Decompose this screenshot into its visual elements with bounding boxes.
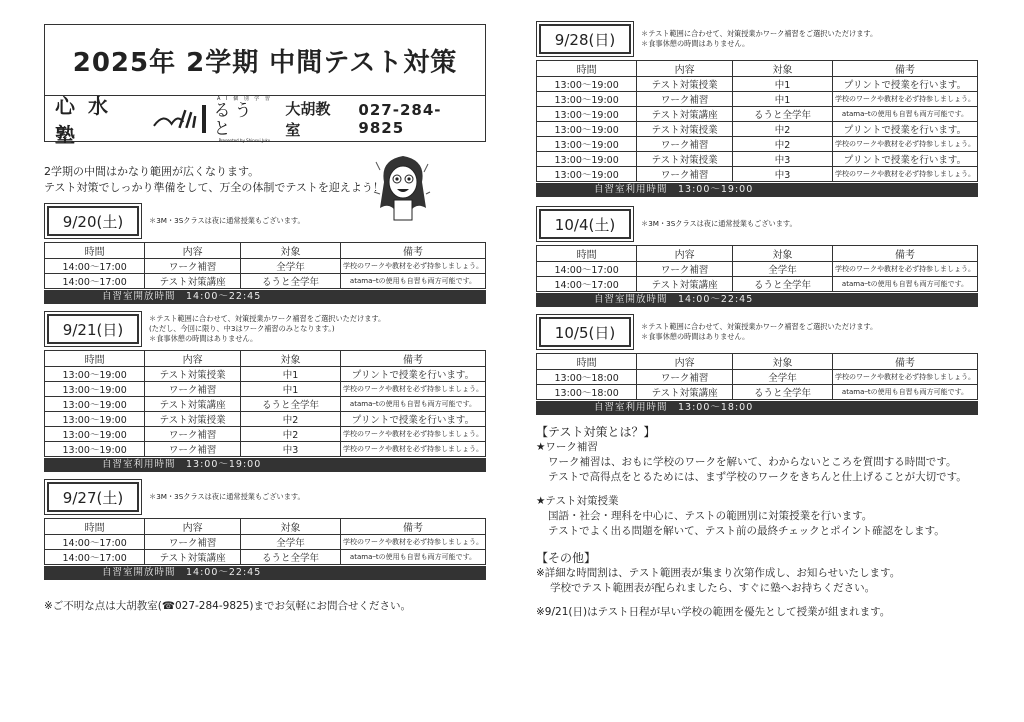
col-remarks: 備考 [832,354,977,370]
table-header [45,243,486,259]
schedule-table [44,518,486,565]
day-block [44,482,486,580]
study-room-hours: 自習室利用時間 13:00～19:00 [536,183,978,197]
col-content: 内容 [637,61,733,77]
date-notes: ＊テスト範囲に合わせて、対策授業かワーク補習をご選択いただけます。 ＊食事休憩の時間はありません。 [641,29,878,48]
date-notes: ＊テスト範囲に合わせて、対策授業かワーク補習をご選択いただけます。 ＊食事休憩の時間はありません。 [641,322,878,341]
brand-divider [202,105,206,133]
table-header [537,354,978,370]
col-target: 対象 [240,351,340,367]
table-row: 13:00～18:00 テスト対策講座 るうと全学年 atamaｰtの使用も自習も両方可能です。 [537,385,978,400]
day-block [536,317,978,415]
col-time: 時間 [45,243,145,259]
day-block [536,24,978,197]
contact-note: ※ご不明な点は大胡教室(☎027-284-9825)までお気軽にお問合せください。 [44,600,411,612]
col-target: 対象 [240,243,340,259]
col-time: 時間 [537,246,637,262]
col-time: 時間 [537,354,637,370]
table-row: 13:00～19:00 ワーク補習 中3 学校のワークや教材を必ず持参しましょう。 [537,167,978,182]
test-title: ★テスト対策授業 [536,495,619,507]
school-name: 大胡教室 [285,100,331,139]
intro: 2学期の中間はかなり範囲が広くなります。 テスト対策でしっかり準備をして、万全の体制でテストを迎えよう！ [44,164,486,196]
brand-logo: 心 水 塾 [55,94,111,147]
table-row: 13:00～19:00 ワーク補習 中1 学校のワークや教材を必ず持参しましょう。 [537,92,978,107]
col-remarks: 備考 [340,519,485,535]
left-column [44,24,486,613]
day-block [536,209,978,307]
schedule-table [536,353,978,400]
section-heading: 【その他】 [536,551,597,565]
col-time: 時間 [45,519,145,535]
brand-row [45,94,485,147]
table-row: 14:00～17:00 テスト対策講座 るうと全学年 atamaｰtの使用も自習も両方可能です。 [45,274,486,289]
schedule-table [44,350,486,457]
table-row: 14:00～17:00 テスト対策講座 るうと全学年 atamaｰtの使用も自習も両方可能です。 [537,277,978,292]
col-content: 内容 [145,243,241,259]
date-notes: ＊3M・3Sクラスは夜に通常授業もございます。 [149,492,305,501]
table-row: 13:00～19:00 テスト対策授業 中2 プリントで授業を行います。 [537,122,978,137]
brand-ai: A I 個 別 学 習 るうと Presented by Shinsui Juku [213,96,272,143]
schedule-table [44,242,486,289]
col-remarks: 備考 [340,351,485,367]
table-row: 13:00～19:00 テスト対策授業 中1 プリントで授業を行います。 [537,77,978,92]
date-label: 9/27(土) [47,482,139,512]
col-target: 対象 [732,354,832,370]
col-target: 対象 [732,246,832,262]
date-notes: ＊3M・3Sクラスは夜に通常授業もございます。 [149,216,305,225]
schedule-table [536,245,978,292]
table-row: 13:00～19:00 テスト対策授業 中2 プリントで授業を行います。 [45,412,486,427]
date-notes: ＊テスト範囲に合わせて、対策授業かワーク補習をご選択いただけます。 (ただし、今回に限り、中3はワーク補習のみとなります。) ＊食事休憩の時間はありません。 [149,314,386,343]
table-row: 13:00～19:00 ワーク補習 中1 学校のワークや教材を必ず持参しましょう。 [45,382,486,397]
table-row: 13:00～19:00 ワーク補習 中3 学校のワークや教材を必ず持参しましょう。 [45,442,486,457]
table-row: 13:00～18:00 ワーク補習 全学年 学校のワークや教材を必ず持参しましょう。 [537,370,978,385]
page-title: 2025年 2学期 中間テスト対策 [45,25,485,96]
study-room-hours: 自習室開放時間 14:00～22:45 [44,290,486,304]
col-target: 対象 [732,61,832,77]
date-label: 9/20(土) [47,206,139,236]
phone-number: 027-284-9825 [358,101,442,137]
study-room-hours: 自習室開放時間 14:00～22:45 [44,566,486,580]
table-row: 13:00～19:00 テスト対策講座 るうと全学年 atamaｰtの使用も自習も両方可能です。 [45,397,486,412]
table-header [537,61,978,77]
col-target: 対象 [240,519,340,535]
right-column [536,24,978,620]
table-row: 14:00～17:00 ワーク補習 全学年 学校のワークや教材を必ず持参しましょう。 [45,535,486,550]
table-row: 13:00～19:00 ワーク補習 中2 学校のワークや教材を必ず持参しましょう。 [45,427,486,442]
date-header [536,209,978,239]
col-content: 内容 [145,351,241,367]
explanation: 【テスト対策とは？】 ★ワーク補習 ワーク補習は、おもに学校のワークを解いて、わからないところを質問する時間です。 テストで高得点をとるためには、まず学校のワークをきちんと仕上げることが大切です。 ★テスト対策授業 国語・社会・理科を中心に、テストの範囲別に対策授業を行います。 テストでよく出る問題を解いて、テスト前の最終チェックとポイント確認をします。 【その他】 ※詳細な時間割は、テスト範囲表が集まり次第作成し、お知らせいたします。 学校でテスト範囲表が配られましたら、すぐに塾へお持ちください。 ※9/21(日)はテスト日程が早い学校の範囲を優先として授業が組まれます。 [536,425,978,620]
col-content: 内容 [637,246,733,262]
date-header [44,482,486,512]
table-header [537,246,978,262]
header [44,24,486,147]
section-heading: 【テスト対策とは？】 [536,425,656,439]
col-remarks: 備考 [832,61,977,77]
col-remarks: 備考 [340,243,485,259]
day-block [44,314,486,472]
date-header [44,314,486,344]
table-header [45,351,486,367]
study-room-hours: 自習室利用時間 13:00～18:00 [536,401,978,415]
table-row: 14:00～17:00 テスト対策講座 るうと全学年 atamaｰtの使用も自習も両方可能です。 [45,550,486,565]
col-time: 時間 [537,61,637,77]
col-time: 時間 [45,351,145,367]
schedule-table [536,60,978,182]
work-title: ★ワーク補習 [536,441,598,453]
study-room-hours: 自習室開放時間 14:00～22:45 [536,293,978,307]
date-label: 10/5(日) [539,317,631,347]
table-row: 13:00～19:00 テスト対策授業 中3 プリントで授業を行います。 [537,152,978,167]
date-notes: ＊3M・3Sクラスは夜に通常授業もございます。 [641,219,797,228]
table-row: 13:00～19:00 テスト対策授業 中1 プリントで授業を行います。 [45,367,486,382]
date-label: 9/21(日) [47,314,139,344]
date-header [536,24,978,54]
col-content: 内容 [145,519,241,535]
table-row: 14:00～17:00 ワーク補習 全学年 学校のワークや教材を必ず持参しましょう。 [537,262,978,277]
date-label: 9/28(日) [539,24,631,54]
table-row: 13:00～19:00 ワーク補習 中2 学校のワークや教材を必ず持参しましょう。 [537,137,978,152]
table-row: 14:00～17:00 ワーク補習 全学年 学校のワークや教材を必ず持参しましょう。 [45,259,486,274]
mascot-icon [370,152,436,226]
date-header [536,317,978,347]
date-label: 10/4(土) [539,209,631,239]
study-room-hours: 自習室利用時間 13:00～19:00 [44,458,486,472]
col-remarks: 備考 [832,246,977,262]
col-content: 内容 [637,354,733,370]
table-header [45,519,486,535]
table-row: 13:00～19:00 テスト対策講座 るうと全学年 atamaｰtの使用も自習も両方可能です。 [537,107,978,122]
brand-mark-icon [150,106,197,132]
